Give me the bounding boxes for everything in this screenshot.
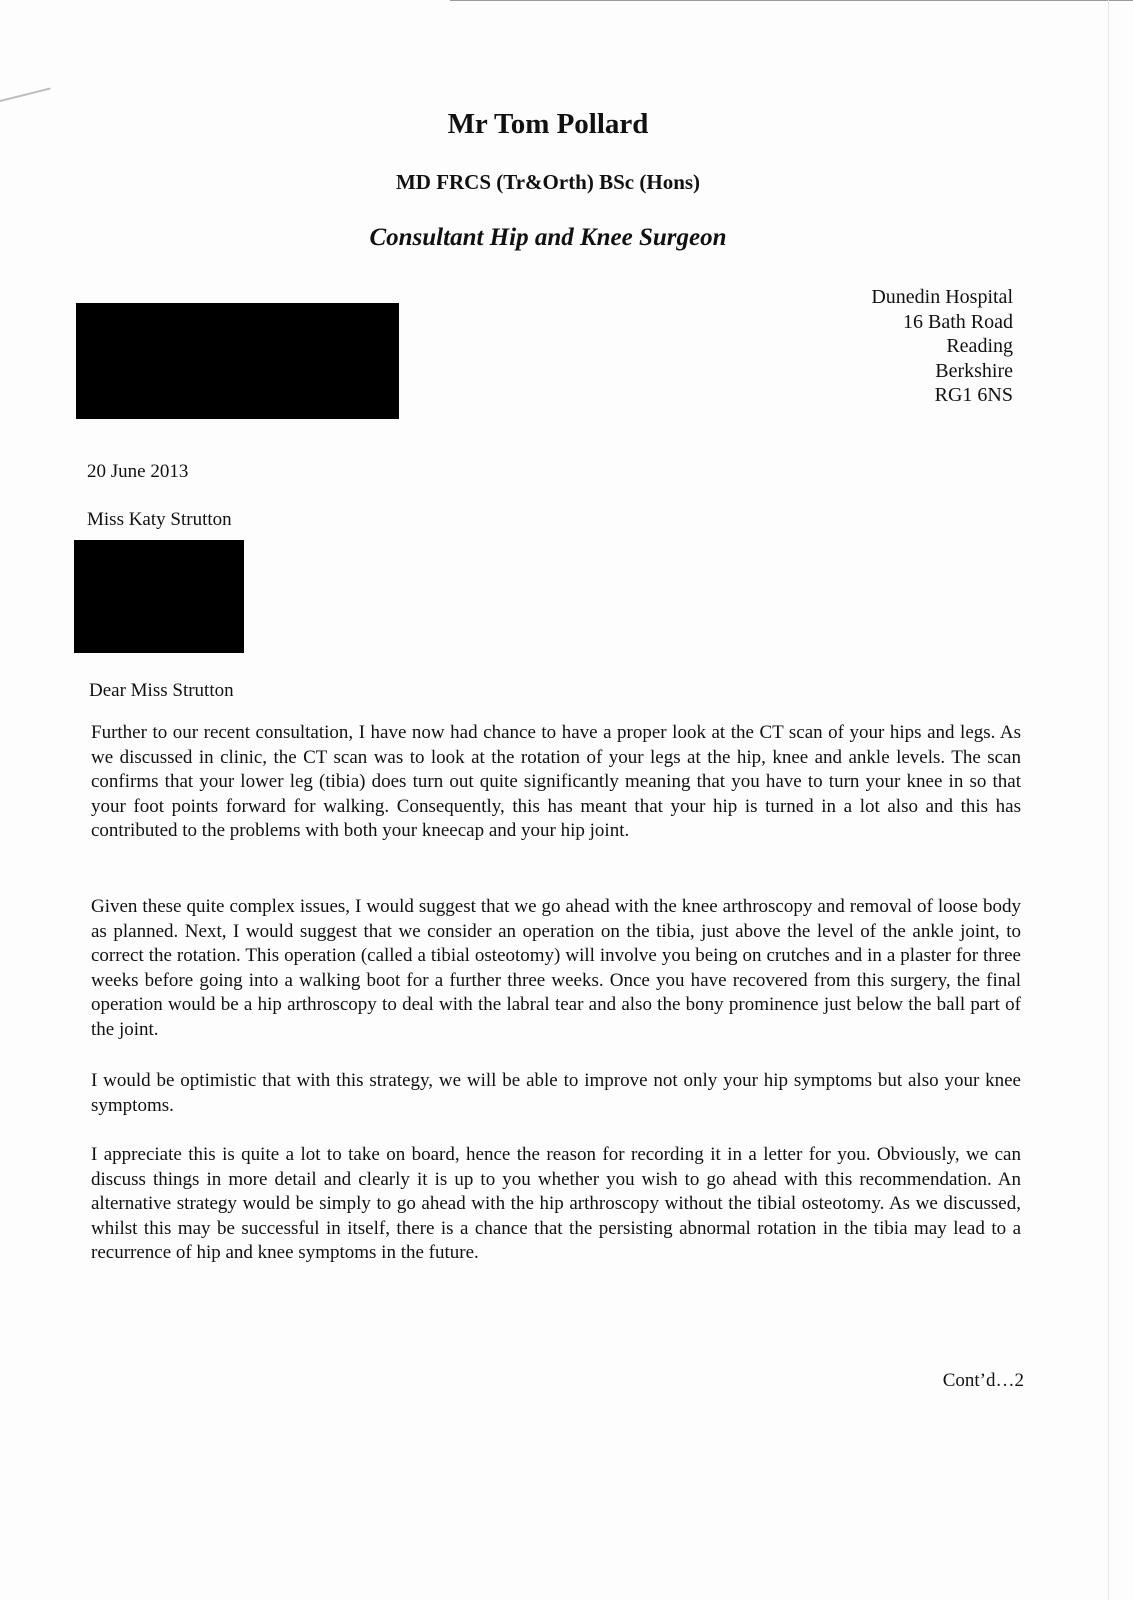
redaction-block: [76, 303, 399, 419]
scan-artifact-mark: [0, 87, 51, 102]
letter-date: 20 June 2013: [87, 461, 189, 482]
scan-artifact-right-edge: [1108, 0, 1109, 1600]
body-paragraph: Further to our recent consultation, I have now had chance to have a proper look at the CT scan of your hips and legs. As we discussed in clinic, the CT scan was to look at the rotation of your legs at the hip, knee and ankle levels. The scan confirms that your lower leg (tibia) does turn out quite significantly meaning that you have to turn your knee in so that your foot points forward for walking. Consequently, this has meant that your hip is turned in a lot also and this has contributed to the problems with both your kneecap and your hip joint.: [91, 722, 1021, 842]
recipient-name: Miss Katy Strutton: [87, 509, 232, 530]
address-line: RG1 6NS: [934, 384, 1013, 406]
scan-artifact-top-line: [450, 0, 1133, 1]
body-paragraph: Given these quite complex issues, I would suggest that we go ahead with the knee arthroscopy and removal of loose body as planned. Next, I would suggest that we consider an operation on the tibia, just above the level of the ankle joint, to correct the rotation. This operation (called a tibial osteotomy) will involve you being on crutches and in a plaster for three weeks before going into a walking boot for a further three weeks. Once you have recovered from this surgery, the final operation would be a hip arthroscopy to deal with the labral tear and also the bony prominence just below the ball part of the joint.: [91, 896, 1021, 1040]
address-line: Dunedin Hospital: [871, 286, 1013, 308]
address-line: 16 Bath Road: [903, 310, 1013, 333]
continuation-note: Cont’d…2: [942, 1370, 1024, 1391]
address-line: Reading: [946, 335, 1013, 357]
letterhead-qualifications: MD FRCS (Tr&Orth) BSc (Hons): [395, 170, 701, 194]
letterhead-role: Consultant Hip and Knee Surgeon: [369, 224, 727, 251]
redaction-block: [74, 540, 244, 653]
letterhead-name: Mr Tom Pollard: [447, 108, 649, 140]
body-paragraph: I would be optimistic that with this strategy, we will be able to improve not only your hip symptoms but also your knee symptoms.: [91, 1070, 1021, 1116]
address-line: Berkshire: [935, 359, 1013, 382]
salutation: Dear Miss Strutton: [89, 680, 234, 701]
body-paragraph: I appreciate this is quite a lot to take on board, hence the reason for recording it in a letter for you. Obviously, we can discuss things in more detail and clearly it is up to you whether you wish to go ahead with this recommendation. An alternative strategy would be simply to go ahead with the hip arthroscopy without the tibial osteotomy. As we discussed, whilst this may be successful in itself, there is a chance that the persisting abnormal rotation in the tibia may lead to a recurrence of hip and knee symptoms in the future.: [91, 1144, 1021, 1264]
sender-address: [760, 285, 1013, 408]
